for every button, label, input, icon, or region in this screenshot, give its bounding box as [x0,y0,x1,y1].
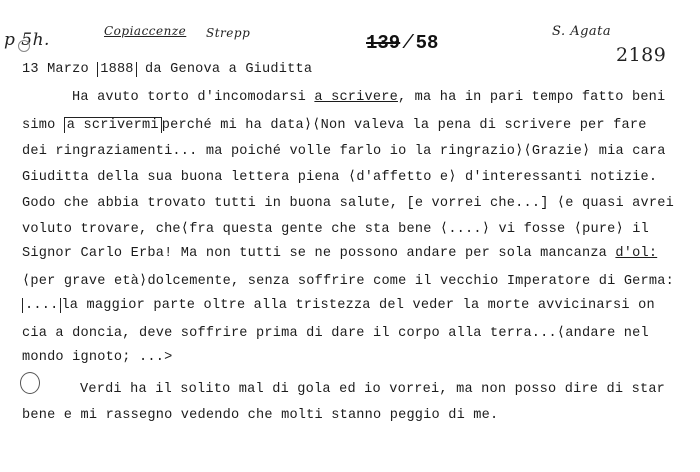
l5-a: Godo che abbia trovato tutti in buona salute, [22,196,407,211]
l7-underlined: d'ol: [615,246,658,261]
folio-number: 2189 [616,44,667,66]
text-line-13 [22,408,692,423]
l3-c: mia cara [590,144,666,159]
heading-date: 13 Marzo [22,62,89,77]
l8-a: per grave età [30,274,140,289]
l2-c: perché mi ha data [161,118,304,133]
angle-mark: ⟨ [573,222,583,237]
angle-mark: ⟩ [448,170,457,185]
l9-boxed: .... [22,298,61,313]
text-line-7 [22,246,692,261]
text-line-4 [22,168,692,185]
l7-a: Signor Carlo Erba! Ma non tutti se ne possono andare per sola mancanza [22,246,616,261]
old-page-number: 139 [366,32,401,54]
l6-d: vi fosse [490,222,574,237]
text-line-2 [22,116,692,133]
l6-f: il [623,222,650,237]
angle-mark: ⟩ [582,144,591,159]
annotation-s-agata: S. Agata [552,24,612,39]
angle-mark: ⟨ [180,222,190,237]
l3-a: dei ringraziamenti... ma poiché volle farlo io la ringrazio [22,144,516,159]
angle-mark: ⟨ [439,222,449,237]
l11-a: mondo ignoto; ... [22,350,165,365]
l6-c: .... [448,222,482,237]
l1-a: Ha avuto torto d'incomodarsi [72,90,315,105]
text-line-10 [22,324,692,341]
text-line-3 [22,142,692,159]
page-number: 139 / 58 [366,32,439,54]
text-line-9 [22,298,692,313]
punch-hole-mark [18,40,30,52]
annotation-top-left: p 5h. [4,30,50,50]
l10-a: cia a doncia, deve soffrire prima di dare il corpo alla terra... [22,326,557,341]
l2-boxed: a scrivermi [64,117,162,133]
text-line-8 [22,272,692,289]
letter-heading [22,62,692,77]
annotation-strepp: Strepp [206,26,251,40]
heading-year: 1888 [97,62,136,77]
l6-e: pure [582,222,616,237]
l5-b: e vorrei che... [414,196,541,211]
l10-b: andare nel [565,326,649,341]
text-line-5 [22,194,692,211]
l11-b: > [164,350,173,365]
l13-a: bene e mi rassegno vedendo che molti stanno peggio di me. [22,408,499,423]
l3-b: Grazie [531,144,583,159]
angle-mark: ⟩ [139,274,148,289]
l6-b: fra questa gente che sta bene [189,222,440,237]
l8-b: dolcemente, senza soffrire come il vecchio Imperatore di Germa: [147,274,674,289]
l5-d: e quasi avrei [565,196,674,211]
bracket-mark: ] [540,196,549,211]
l1-c: , ma ha in pari tempo fatto beni [397,90,666,105]
angle-mark: ⟩ [481,222,491,237]
angle-mark: ⟨ [556,196,566,211]
text-line-6 [22,220,692,237]
l4-a: Giuditta della sua buona lettera piena [22,170,348,185]
l9-b: la maggior parte oltre alla tristezza del veder la morte avvicinarsi on [61,298,655,313]
angle-mark: ⟨ [556,326,566,341]
l6-a: voluto trovare, che [22,222,181,237]
l1-underlined: a scrivere [314,90,398,105]
l2-d: Non valeva la pena di scrivere per fare [320,118,647,133]
text-line-12 [80,382,694,397]
angle-mark: ⟨ [22,274,31,289]
punch-hole-mark [20,372,40,394]
angle-mark: ⟩⟨ [515,144,532,159]
angle-mark: ⟩⟨ [303,118,321,133]
l4-c: d'interessanti notizie. [456,170,658,185]
l4-b: d'affetto e [356,170,449,185]
new-page-number: 58 [415,32,439,54]
text-line-1 [72,90,694,105]
angle-mark: ⟨ [347,170,357,185]
annotation-copialettere: Copiaccenze [104,24,187,38]
heading-route: da Genova a Giuditta [145,62,313,77]
bracket-mark: [ [406,196,415,211]
text-line-11 [22,350,692,365]
l5-c [549,196,557,211]
angle-mark: ⟩ [615,222,624,237]
l12-a: Verdi ha il solito mal di gola ed io vorrei, ma non posso dire di star [80,382,666,397]
l2-a: simo [22,118,64,133]
